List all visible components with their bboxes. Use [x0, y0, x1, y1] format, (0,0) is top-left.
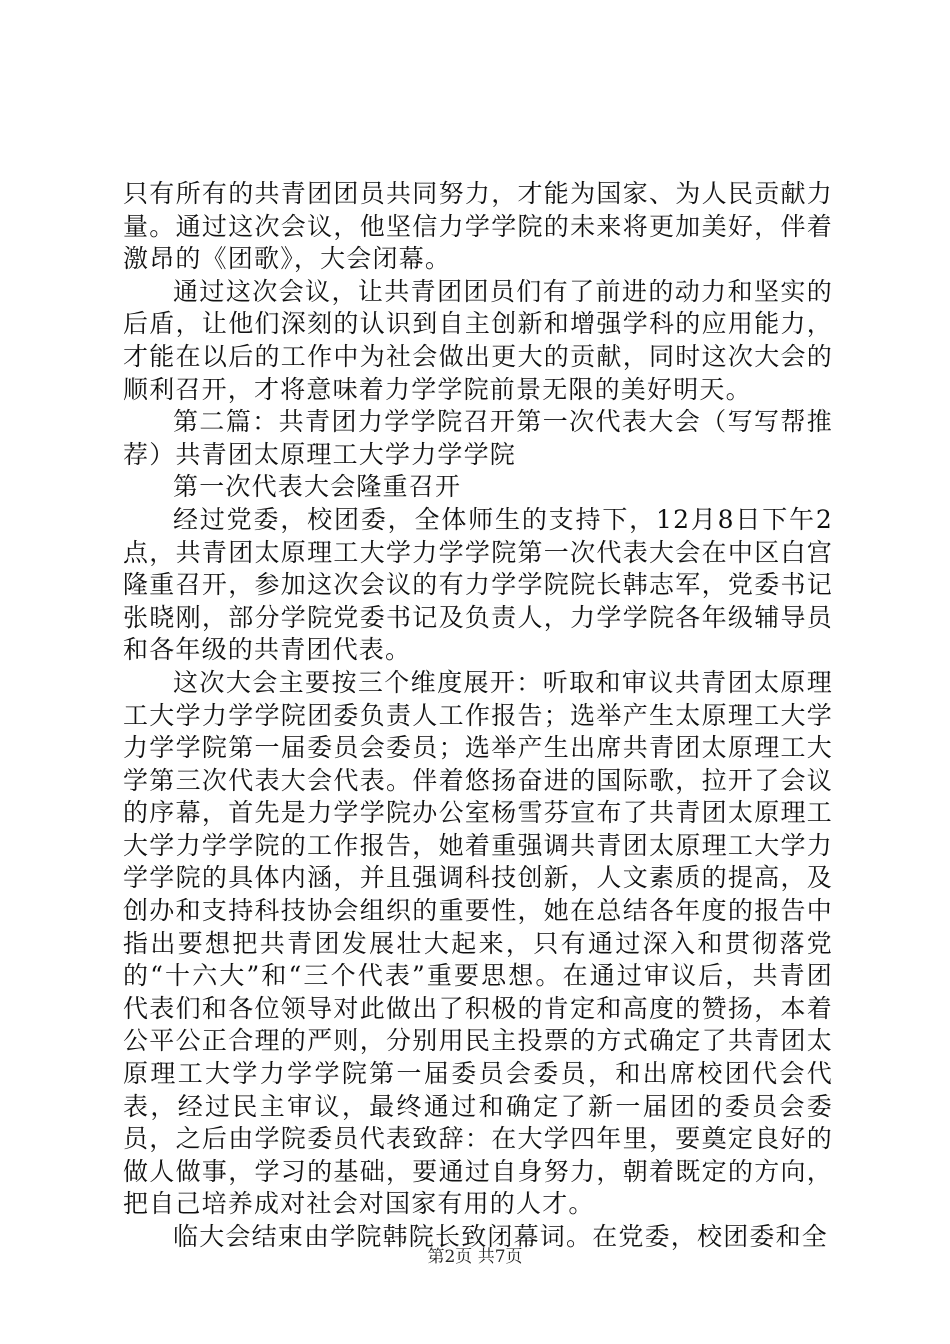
paragraph-4: 这次大会主要按三个维度展开：听取和审议共青团太原理工大学力学学院团委负责人工作报告；选举产生太原理工大学力学学院第一届委员会委员；选举产生出席共青团太原理工大学第三次代表大会代表。伴着悠扬奋进的国际歌，拉开了会议的序幕，首先是力学学院办公室杨雪芬宣布了共青团太原理工大学力学学院的工作报告，她着重强调共青团太原理工大学力学学院的具体内涵，并且强调科技创新，人文素质的提高，及创办和支持科技协会组织的重要性，她在总结各年度的报告中指出要想把共青团发展壮大起来，只有通过深入和贯彻落党的“十六大”和“三个代表”重要思想。在通过审议后，共青团代表们和各位领导对此做出了积极的肯定和高度的赞扬，本着公平公正合理的严则，分别用民主投票的方式确定了共青团太原理工大学力学学院第一届委员会委员，和出席校团代会代表，经过民主审议，最终通过和确定了新一届团的委员会委员，之后由学院委员代表致辞：在大学四年里，要奠定良好的做人做事，学习的基础，要通过自身努力，朝着既定的方向，把自己培养成对社会对国家有用的人才。 — [123, 667, 833, 1219]
paragraph-3: 经过党委，校团委，全体师生的支持下，12月8日下午2点，共青团太原理工大学力学学院第一次代表大会在中区白宫隆重召开，参加这次会议的有力学学院院长韩志军，党委书记张晓刚，部分学院党委书记及负责人，力学学院各年级辅导员和各年级的共青团代表。 — [123, 504, 833, 665]
section-heading-line-2: 第一次代表大会隆重召开 — [173, 472, 462, 502]
section-heading-line-1: 第二篇：共青团力学学院召开第一次代表大会（写写帮推荐）共青团太原理工大学力学学院 — [123, 407, 833, 469]
document-body — [123, 178, 833, 1254]
paragraph-5: 临大会结束由学院韩院长致闭幕词。在党委，校团委和全 — [173, 1222, 829, 1251]
page-number-footer: 第2页 共7页 — [427, 1247, 523, 1267]
paragraph-2: 通过这次会议，让共青团团员们有了前进的动力和坚实的后盾，让他们深刻的认识到自主创新和增强学科的应用能力，才能在以后的工作中为社会做出更大的贡献，同时这次大会的顺利召开，才将意味着力学学院前景无限的美好明天。 — [123, 276, 833, 404]
paragraph-1: 只有所有的共青团团员共同努力，才能为国家、为人民贡献力量。通过这次会议，他坚信力学学院的未来将更加美好，伴着激昂的《团歌》，大会闭幕。 — [123, 179, 833, 274]
